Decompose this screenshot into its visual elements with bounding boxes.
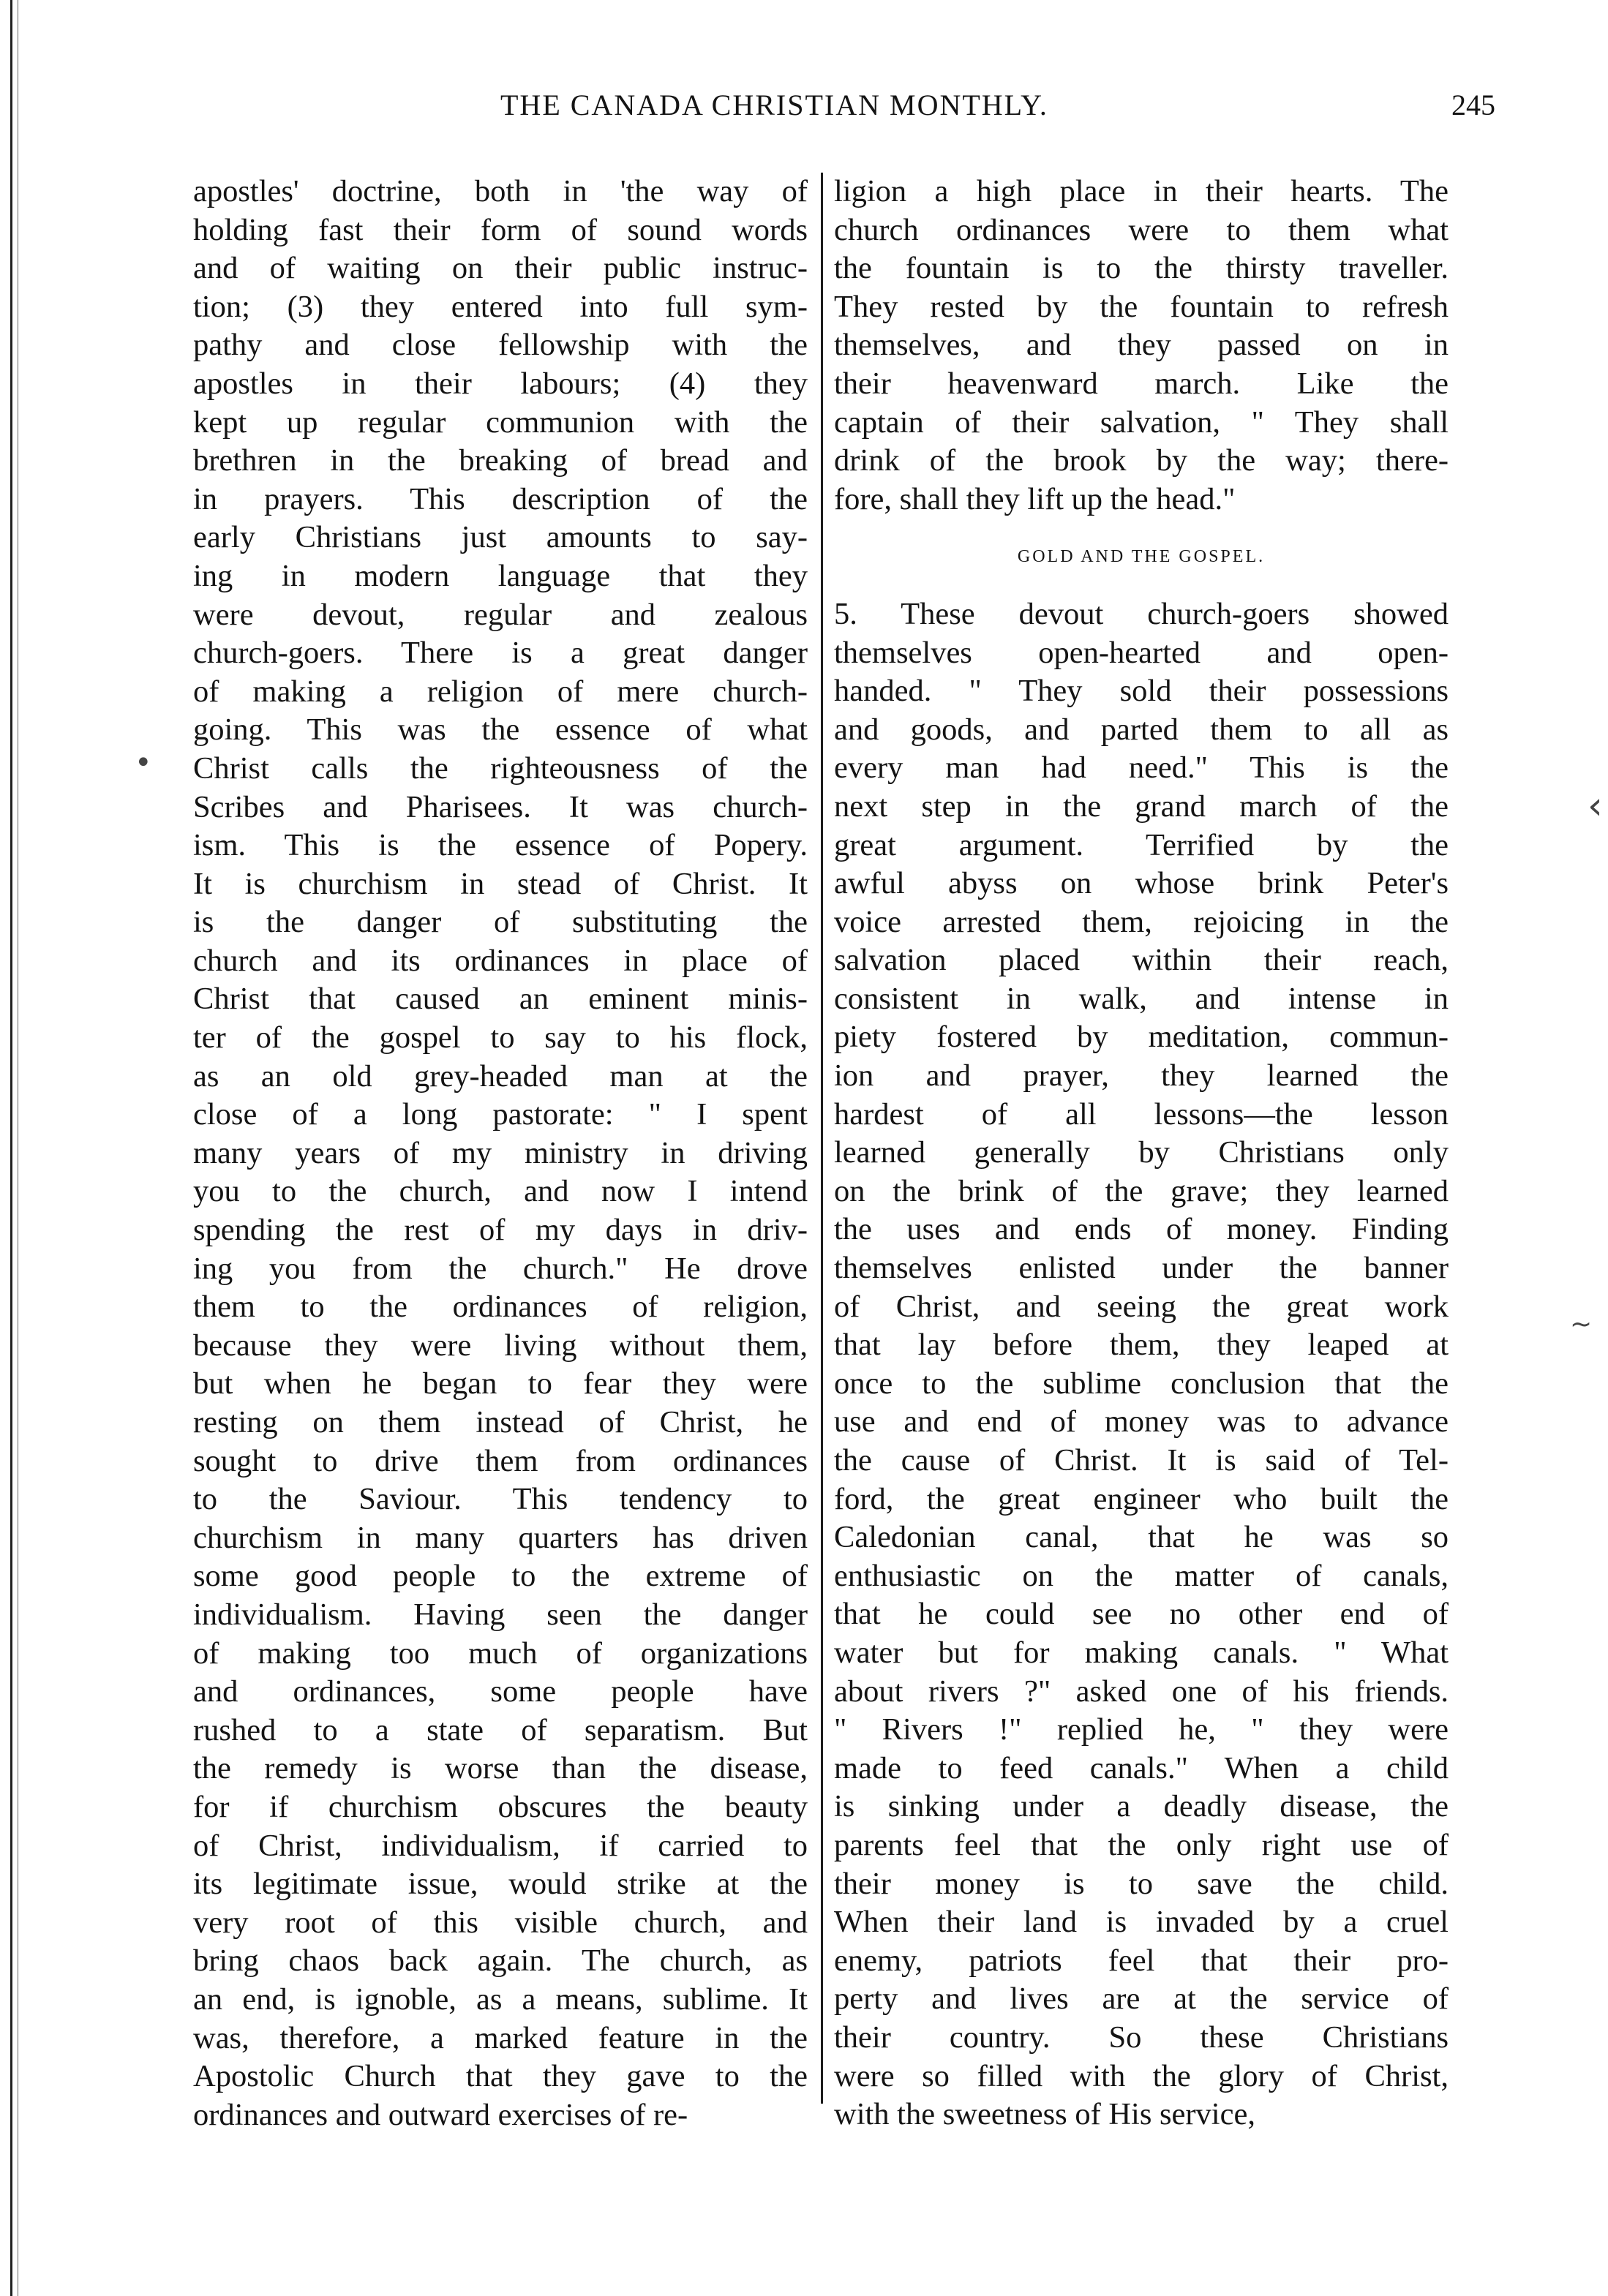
- text-line: It is churchism in stead of Christ. It: [193, 866, 808, 901]
- text-line: in prayers. This description of the: [193, 481, 808, 516]
- text-line: church and its ordinances in place of: [193, 943, 808, 978]
- text-line: going. This was the essence of what: [193, 712, 808, 748]
- text-line: water but for making canals. " What: [834, 1635, 1449, 1670]
- right-column: [834, 173, 1449, 2132]
- text-line: awful abyss on whose brink Peter's: [834, 866, 1449, 901]
- text-line: great argument. Terrified by the: [834, 827, 1449, 862]
- text-line: the remedy is worse than the disease,: [193, 1751, 808, 1786]
- text-line: Christ calls the righteousness of the: [193, 750, 808, 786]
- text-line: individualism. Having seen the danger: [193, 1597, 808, 1632]
- text-line: parents feel that the only right use of: [834, 1827, 1449, 1862]
- section-heading: GOLD AND THE GOSPEL.: [1017, 547, 1266, 567]
- text-line: enemy, patriots feel that their pro-: [834, 1943, 1449, 1978]
- text-line: ter of the gospel to say to his flock,: [193, 1020, 808, 1055]
- text-line: and ordinances, some people have: [193, 1674, 808, 1709]
- text-line: its legitimate issue, would strike at the: [193, 1867, 808, 1902]
- text-line: apostles' doctrine, both in 'the way of: [193, 174, 808, 208]
- text-line: them to the ordinances of religion,: [193, 1290, 808, 1325]
- text-line: ford, the great engineer who built the: [834, 1481, 1449, 1516]
- text-line: learned generally by Christians only: [834, 1135, 1449, 1170]
- text-line: themselves, and they passed on in: [834, 328, 1449, 363]
- text-line: kept up regular communion with the: [193, 404, 808, 440]
- text-line: is the danger of substituting the: [193, 905, 808, 940]
- text-line: was, therefore, a marked feature in the: [193, 2020, 808, 2055]
- page-number: 245: [1451, 89, 1495, 121]
- left-column: [193, 173, 808, 2132]
- text-line: and goods, and parted them to all as: [834, 712, 1449, 747]
- text-line: as an old grey-headed man at the: [193, 1058, 808, 1094]
- text-line: consistent in walk, and intense in: [834, 981, 1449, 1016]
- text-line: voice arrested them, rejoicing in the: [834, 904, 1449, 939]
- heading-space-above: [834, 519, 1449, 538]
- text-line: ion and prayer, they learned the: [834, 1058, 1449, 1094]
- right-column-bottom-text: [834, 595, 1449, 2134]
- text-line: to the Saviour. This tendency to: [193, 1482, 808, 1517]
- text-line: tion; (3) they entered into full sym-: [193, 289, 808, 324]
- text-line: use and end of money was to advance: [834, 1404, 1449, 1439]
- text-line: their country. So these Christians: [834, 2020, 1449, 2055]
- text-line: fore, shall they lift up the head.": [834, 481, 1236, 516]
- heading-space-below: [834, 576, 1449, 595]
- text-line: the cause of Christ. It is said of Tel-: [834, 1443, 1449, 1478]
- text-line: for if churchism obscures the beauty: [193, 1789, 808, 1824]
- margin-mark: ~: [1570, 1309, 1593, 1339]
- text-line: ing in modern language that they: [193, 558, 808, 593]
- text-line: churchism in many quarters has driven: [193, 1520, 808, 1555]
- text-line: of making too much of organizations: [193, 1636, 808, 1671]
- text-line: you to the church, and now I intend: [193, 1174, 808, 1209]
- text-line: ligion a high place in their hearts. The: [834, 174, 1449, 208]
- text-line: handed. " They sold their possessions: [834, 674, 1449, 709]
- text-line: an end, is ignoble, as a means, sublime. It: [193, 1981, 808, 2017]
- text-line: rushed to a state of separatism. But: [193, 1712, 808, 1747]
- text-line: about rivers ?" asked one of his friends.: [834, 1674, 1449, 1709]
- text-line: sought to drive them from ordinances: [193, 1443, 808, 1478]
- text-line: salvation placed within their reach,: [834, 943, 1449, 978]
- text-line: early Christians just amounts to say-: [193, 520, 808, 555]
- margin-mark: ‹: [1588, 784, 1603, 828]
- text-line: were devout, regular and zealous: [193, 597, 808, 632]
- text-line: 5. These devout church-goers showed: [834, 596, 1449, 631]
- text-line: Christ that caused an eminent minis-: [193, 982, 808, 1017]
- text-line: spending the rest of my days in driv-: [193, 1213, 808, 1248]
- text-line: hardest of all lessons—the lesson: [834, 1096, 1449, 1132]
- text-line: bring chaos back again. The church, as: [193, 1943, 808, 1979]
- page-header: [193, 88, 1525, 139]
- text-line: the fountain is to the thirsty traveller.: [834, 251, 1449, 286]
- text-line: When their land is invaded by a cruel: [834, 1905, 1449, 1940]
- binding-edge: [10, 0, 12, 2296]
- text-line: and of waiting on their public instruc-: [193, 251, 808, 286]
- text-line: but when he began to fear they were: [193, 1366, 808, 1401]
- text-line: of making a religion of mere church-: [193, 674, 808, 709]
- text-line: that he could see no other end of: [834, 1597, 1449, 1632]
- text-line: captain of their salvation, " They shall: [834, 404, 1449, 440]
- text-line: were so filled with the glory of Christ,: [834, 2058, 1449, 2093]
- text-line: ordinances and outward exercises of re-: [193, 2097, 688, 2132]
- text-line: brethren in the breaking of bread and: [193, 443, 808, 478]
- text-line: of Christ, individualism, if carried to: [193, 1828, 808, 1863]
- text-line: Apostolic Church that they gave to the: [193, 2059, 808, 2094]
- text-line: close of a long pastorate: " I spent: [193, 1097, 808, 1132]
- text-line: is sinking under a deadly disease, the: [834, 1789, 1449, 1824]
- text-line: once to the sublime conclusion that the: [834, 1366, 1449, 1401]
- text-line: their money is to save the child.: [834, 1866, 1449, 1901]
- text-line: ism. This is the essence of Popery.: [193, 828, 808, 863]
- text-line: ing you from the church." He drove: [193, 1251, 808, 1286]
- text-line: Caledonian canal, that he was so: [834, 1520, 1449, 1555]
- text-line: with the sweetness of His service,: [834, 2097, 1255, 2132]
- text-line: themselves open-hearted and open-: [834, 635, 1449, 670]
- text-line: pathy and close fellowship with the: [193, 328, 808, 363]
- text-line: holding fast their form of sound words: [193, 212, 808, 247]
- column-rule: [821, 173, 823, 2104]
- running-title: THE CANADA CHRISTIAN MONTHLY.: [500, 89, 1048, 121]
- text-line: that lay before them, they leaped at: [834, 1328, 1449, 1363]
- text-line: many years of my ministry in driving: [193, 1135, 808, 1170]
- text-line: some good people to the extreme of: [193, 1559, 808, 1594]
- text-line: of Christ, and seeing the great work: [834, 1289, 1449, 1324]
- text-line: church-goers. There is a great danger: [193, 636, 808, 671]
- text-line: apostles in their labours; (4) they: [193, 366, 808, 401]
- text-line: on the brink of the grave; they learned: [834, 1173, 1449, 1208]
- text-line: resting on them instead of Christ, he: [193, 1405, 808, 1439]
- text-line: every man had need." This is the: [834, 750, 1449, 786]
- text-line: the uses and ends of money. Finding: [834, 1212, 1449, 1247]
- text-line: They rested by the fountain to refresh: [834, 289, 1449, 324]
- margin-mark: •: [135, 746, 152, 780]
- text-line: Scribes and Pharisees. It was church-: [193, 789, 808, 824]
- text-line: made to feed canals." When a child: [834, 1750, 1449, 1785]
- right-column-top-text: [834, 173, 1449, 519]
- text-line: piety fostered by meditation, commun-: [834, 1020, 1449, 1055]
- text-line: very root of this visible church, and: [193, 1905, 808, 1940]
- text-line: church ordinances were to them what: [834, 212, 1449, 247]
- text-line: enthusiastic on the matter of canals,: [834, 1558, 1449, 1593]
- text-line: perty and lives are at the service of: [834, 1981, 1449, 2017]
- text-line: next step in the grand march of the: [834, 788, 1449, 824]
- text-line: " Rivers !" replied he, " they were: [834, 1712, 1449, 1747]
- text-line: themselves enlisted under the banner: [834, 1251, 1449, 1286]
- text-line: because they were living without them,: [193, 1328, 808, 1363]
- text-line: drink of the brook by the way; there-: [834, 443, 1449, 478]
- text-line: their heavenward march. Like the: [834, 366, 1449, 401]
